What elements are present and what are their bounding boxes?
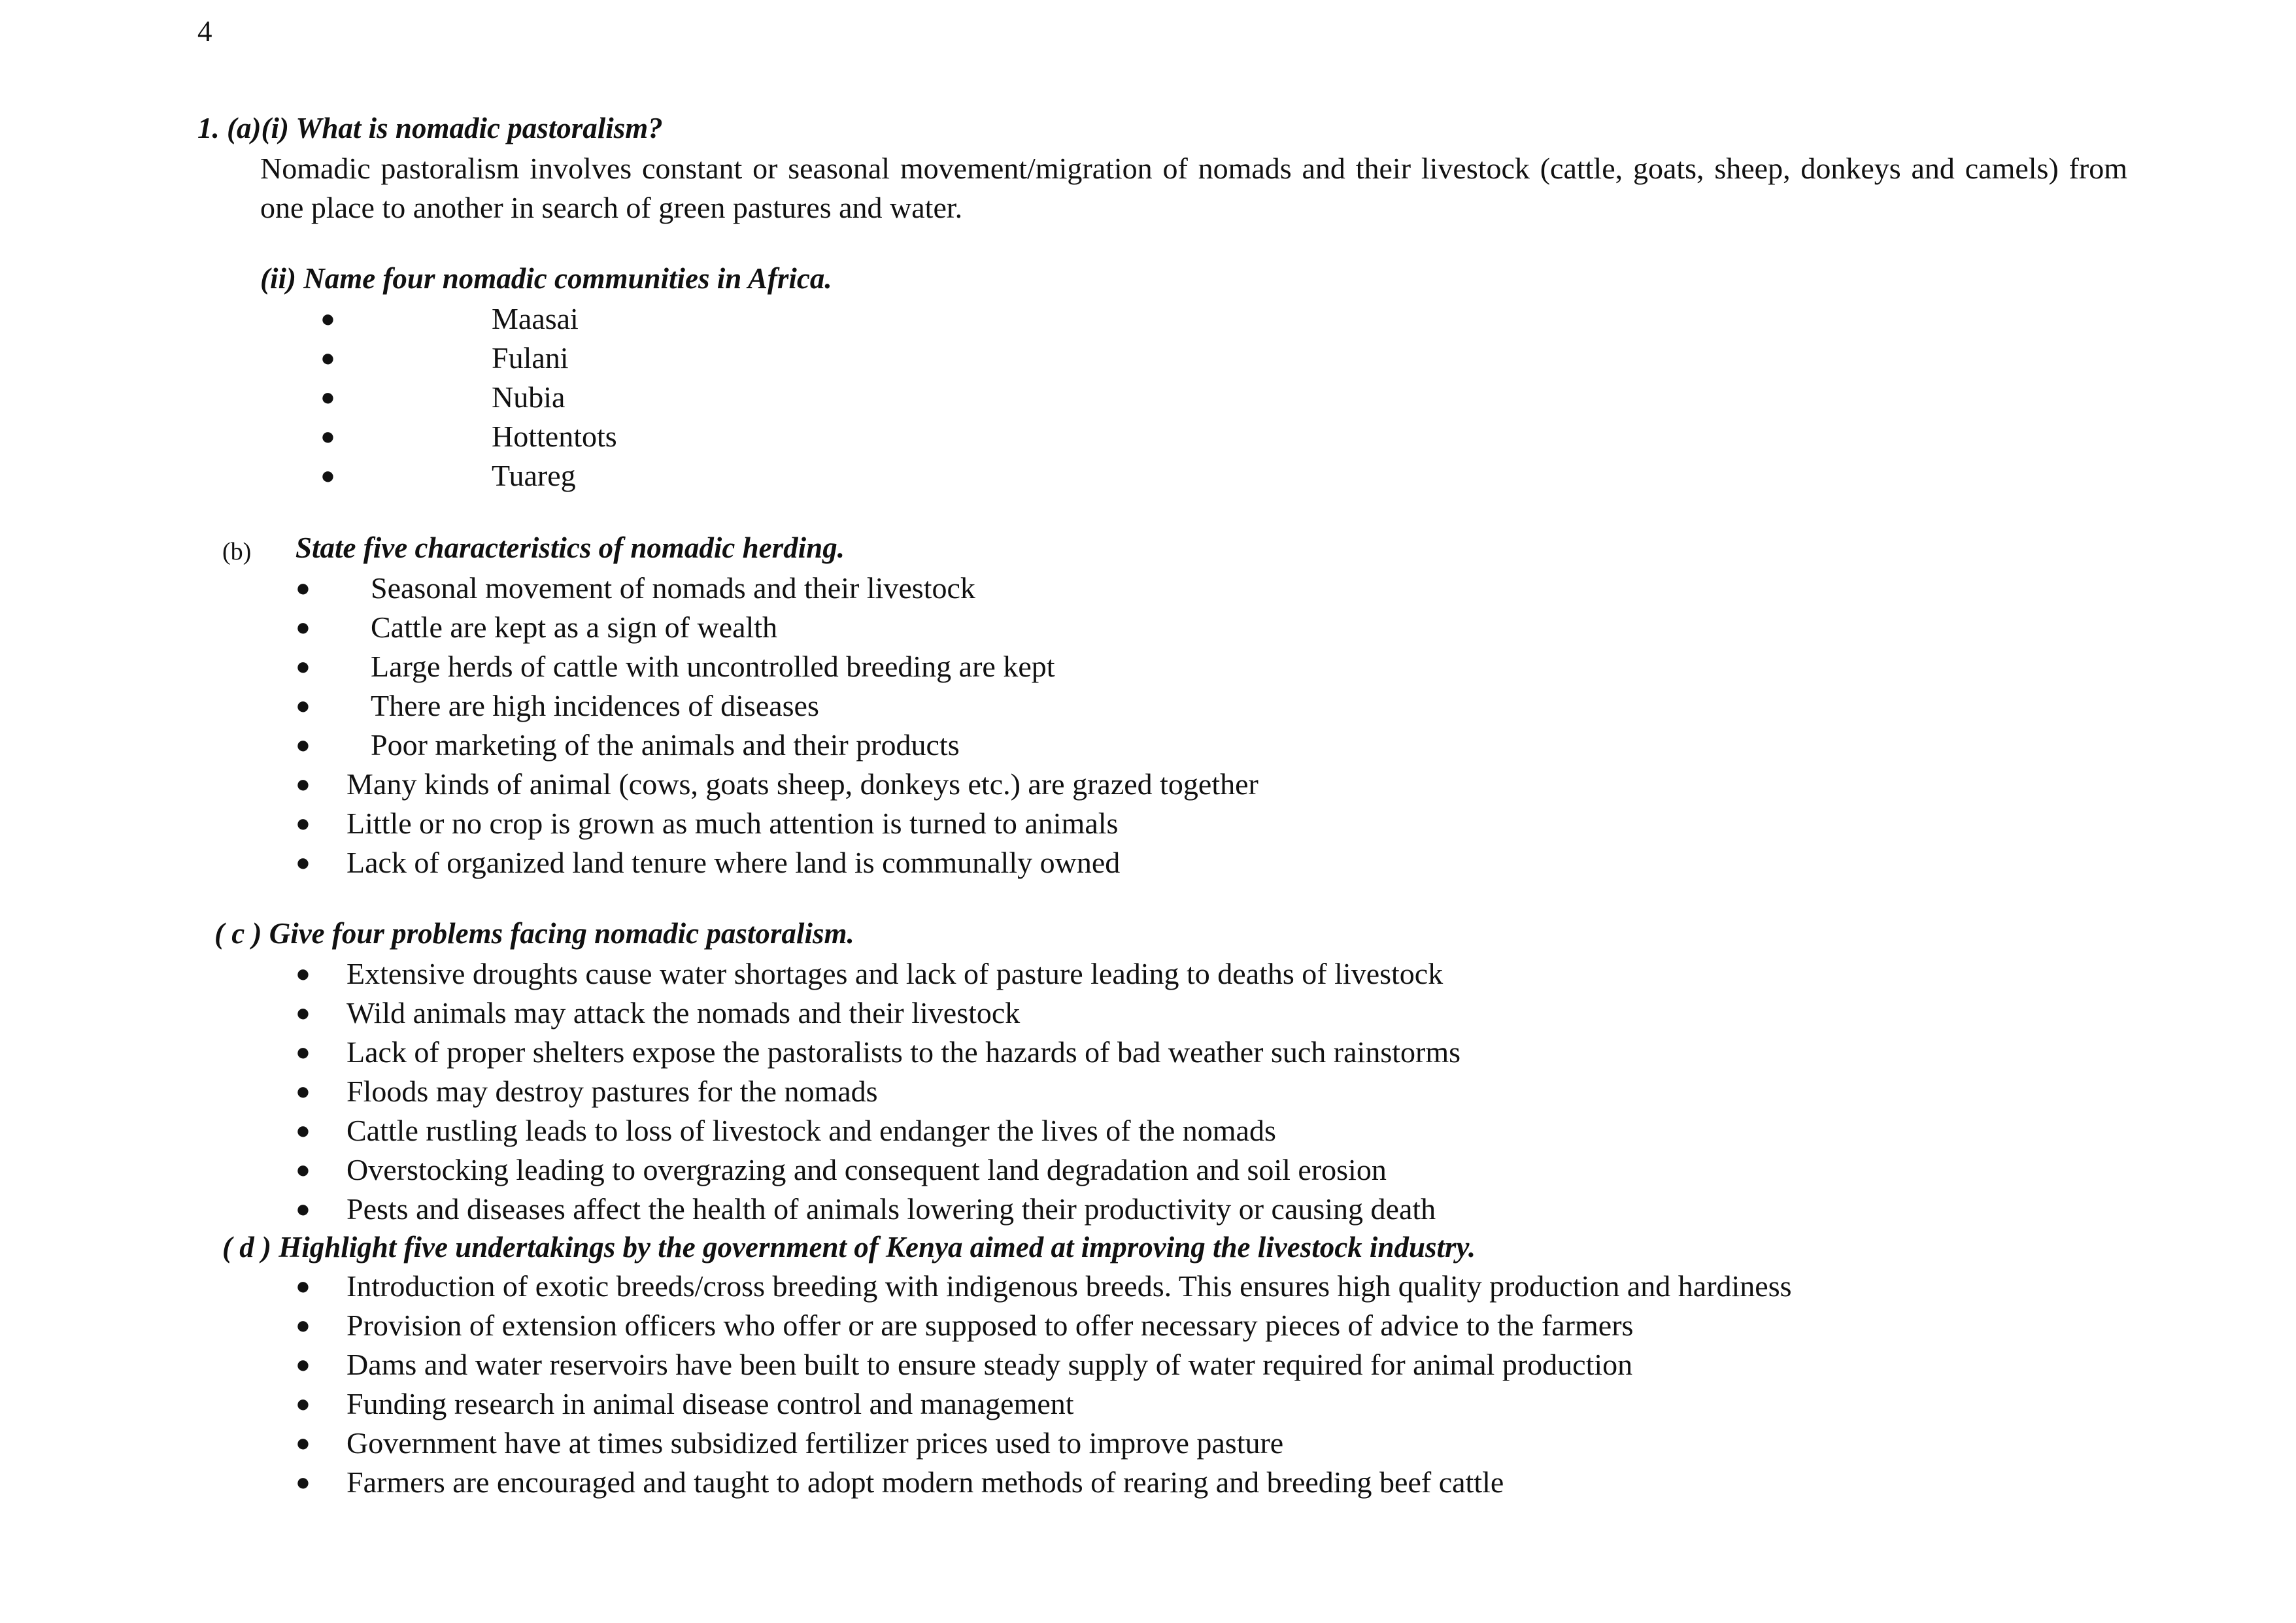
bullet-icon: ● bbox=[295, 1273, 311, 1300]
bullet-icon: ● bbox=[295, 653, 311, 680]
list-item-text: Seasonal movement of nomads and their livestock bbox=[371, 571, 975, 605]
list-item-text: Dams and water reservoirs have been built to ensure steady supply of water required for animal production bbox=[346, 1348, 1633, 1381]
bullet-icon: ● bbox=[295, 849, 311, 877]
list-item-text: Little or no crop is grown as much attention is turned to animals bbox=[346, 807, 1119, 840]
bullet-icon: ● bbox=[295, 771, 311, 798]
list-item-text: Funding research in animal disease control and management bbox=[346, 1387, 1074, 1420]
list-item-text: Poor marketing of the animals and their products bbox=[371, 728, 960, 761]
page-number: 4 bbox=[197, 15, 212, 48]
bullet-icon: ● bbox=[295, 999, 311, 1027]
bullet-icon: ● bbox=[295, 731, 311, 759]
bullet-icon: ● bbox=[295, 1078, 311, 1105]
bullet-icon: ● bbox=[295, 1351, 311, 1379]
list-item-text: Extensive droughts cause water shortages and lack of pasture leading to deaths of livestock bbox=[346, 957, 1443, 990]
bullet-icon: ● bbox=[295, 575, 311, 602]
bullet-icon: ● bbox=[295, 960, 311, 988]
bullet-icon: ● bbox=[295, 1156, 311, 1184]
question-1a-i-heading: 1. (a)(i) What is nomadic pastoralism? bbox=[197, 112, 663, 144]
question-1a-i-answer: Nomadic pastoralism involves constant or seasonal movement/migration of nomads and their livestock (cattle, goats, sheep, donkeys and camels) from one place to another in search of green pastures and water. bbox=[260, 152, 2127, 224]
list-item-text: Overstocking leading to overgrazing and consequent land degradation and soil erosion bbox=[346, 1153, 1387, 1186]
bullet-icon: ● bbox=[295, 1117, 311, 1145]
list-item-text: Provision of extension officers who offer or are supposed to offer necessary pieces of advice to the farmers bbox=[346, 1309, 1634, 1342]
list-item-text: Tuareg bbox=[492, 459, 576, 492]
list-item-text: Fulani bbox=[492, 341, 569, 375]
list-item-text: Cattle are kept as a sign of wealth bbox=[371, 611, 778, 644]
question-1b-label: (b) bbox=[222, 538, 252, 565]
bullet-icon: ● bbox=[320, 384, 335, 411]
bullet-icon: ● bbox=[295, 1469, 311, 1496]
list-item-text: Lack of proper shelters expose the pastoralists to the hazards of bad weather such rainstorms bbox=[346, 1035, 1460, 1069]
list-item-text: Maasai bbox=[492, 302, 579, 335]
question-1b-heading: State five characteristics of nomadic herding. bbox=[295, 531, 845, 564]
list-item-text: Lack of organized land tenure where land is communally owned bbox=[346, 846, 1121, 879]
list-item-text: Nubia bbox=[492, 380, 566, 414]
question-1a-ii-heading: (ii) Name four nomadic communities in Africa. bbox=[260, 262, 832, 295]
bullet-icon: ● bbox=[295, 614, 311, 641]
bullet-icon: ● bbox=[320, 423, 335, 450]
bullet-icon: ● bbox=[295, 1312, 311, 1339]
list-item-text: Wild animals may attack the nomads and their livestock bbox=[346, 996, 1021, 1029]
list-item-text: Floods may destroy pastures for the nomads bbox=[346, 1075, 878, 1108]
question-1d-heading: ( d ) Highlight five undertakings by the government of Kenya aimed at improving the livestock industry. bbox=[222, 1231, 1476, 1263]
list-item-text: Government have at times subsidized fertilizer prices used to improve pasture bbox=[346, 1426, 1284, 1460]
list-item-text: Cattle rustling leads to loss of livestock and endanger the lives of the nomads bbox=[346, 1114, 1276, 1147]
bullet-icon: ● bbox=[295, 1430, 311, 1457]
list-item-text: There are high incidences of diseases bbox=[371, 689, 819, 722]
bullet-icon: ● bbox=[295, 810, 311, 837]
bullet-icon: ● bbox=[295, 692, 311, 720]
question-1c-heading: ( c ) Give four problems facing nomadic pastoralism. bbox=[214, 917, 854, 950]
list-item-text: Large herds of cattle with uncontrolled breeding are kept bbox=[371, 650, 1055, 683]
bullet-icon: ● bbox=[295, 1039, 311, 1066]
bullet-icon: ● bbox=[320, 344, 335, 372]
bullet-icon: ● bbox=[320, 462, 335, 490]
bullet-icon: ● bbox=[295, 1390, 311, 1418]
list-item-text: Many kinds of animal (cows, goats sheep, donkeys etc.) are grazed together bbox=[346, 767, 1258, 801]
list-item-text: Hottentots bbox=[492, 420, 617, 453]
list-item-text: Introduction of exotic breeds/cross breeding with indigenous breeds. This ensures high quality production and hardiness bbox=[346, 1269, 1792, 1303]
bullet-icon: ● bbox=[295, 1196, 311, 1223]
bullet-icon: ● bbox=[320, 305, 335, 333]
list-item-text: Farmers are encouraged and taught to adopt modern methods of rearing and breeding beef cattle bbox=[346, 1465, 1504, 1499]
list-item-text: Pests and diseases affect the health of animals lowering their productivity or causing death bbox=[346, 1192, 1436, 1226]
